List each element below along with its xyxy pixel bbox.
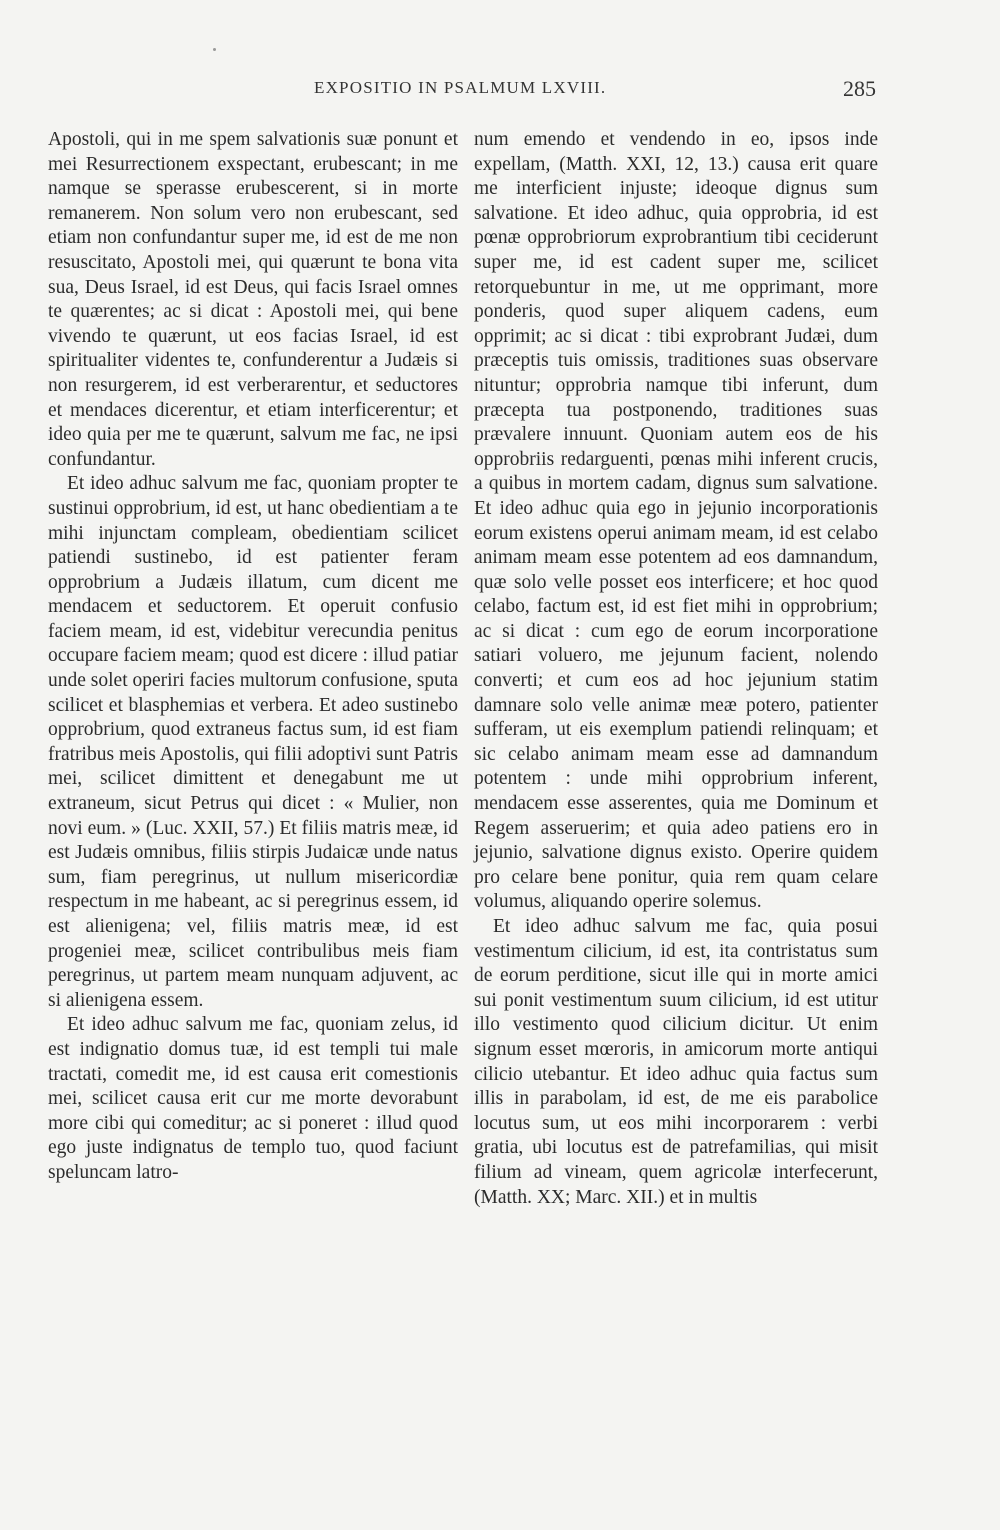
print-speck (213, 48, 216, 51)
right-column (474, 128, 878, 1210)
left-column (48, 128, 458, 1186)
left-paragraph-3: Et ideo adhuc salvum me fac, quoniam zelus, id est indignatio domus tuæ, id est templi tui male tractati, comedit me, id est causa erit comestionis mei, scilicet causa erit cur me morte devorabunt more cibi qui comeditur; ac si poneret : illud quod ego juste indignatus de templo tuo, quod faciunt speluncam latro- (48, 1014, 458, 1183)
left-paragraph-2: Et ideo adhuc salvum me fac, quoniam propter te sustinui opprobrium, id est, ut hanc obedientiam a te mihi injunctam compleam, obedientiam scilicet patiendi sustinebo, id est patienter feram opprobrium a Judæis illatum, cum dicent me mendacem et seductorem. Et operuit confusio faciem meam, id est, videbitur verecundia penitus occupare faciem meam; quod est dicere : illud patiar unde solet operiri facies multorum confusione, sputa scilicet et blasphemias et verbera. Et adeo sustinebo opprobrium, quod extraneus factus sum, id est fiam fratribus meis Apostolis, qui filii adoptivi sunt Patris mei, scilicet dimittent et denegabunt me ut extraneum, sicut Petrus qui dicet : « Mulier, non novi eum. » (Luc. XXII, 57.) Et filiis matris meæ, id est Judæis omnibus, filiis stirpis Judaicæ unde natus sum, fiam peregrinus, ut nullum misericordiæ respectum in me habeant, ac si peregrinus essem, id est alienigena; vel, filiis matris meæ, id est progeniei meæ, scilicet contribulibus meis fiam peregrinus, ut partem meam nunquam adjuvent, ac si alienigena essem. (48, 473, 458, 1011)
page-header (48, 78, 876, 106)
page-number: 285 (843, 76, 876, 101)
left-paragraph-1: Apostoli, qui in me spem salvationis suæ ponunt et mei Resurrectionem exspectant, erubescant; in me namque se sperasse erubescerent, si in morte remanerem. Non solum vero non erubescant, sed etiam non confundantur super me, id est de me non resuscitato, Apostoli mei, qui quærunt te bona vita sua, Deus Israel, id est Deus, qui facis Israel omnes te quærentes; ac si dicat : Apostoli mei, qui bene vivendo te quærunt, ut eos facias Israel, id est spiritualiter videntes te, confunderentur a Judæis si non resurgerem, id est verberarentur, et seductores et mendaces dicerentur, et etiam interficerentur; et ideo quia per me te quærunt, salvum me fac, ne ipsi confundantur. (48, 129, 458, 470)
right-paragraph-1: num emendo et vendendo in eo, ipsos inde expellam, (Matth. XXI, 12, 13.) causa erit quare me interficient injuste; ideoque dignus sum salvatione. Et ideo adhuc, quia opprobria, id est pœnæ opprobriorum exprobrantium tibi ceciderunt super me, id est cadent super me, scilicet retorquebuntur in me, ut me opprimant, more ponderis, quod super aliquem cadens, eum opprimit; ac si dicat : tibi exprobrant Judæi, dum præceptis tuis omissis, traditiones suas observare nituntur; opprobria namque tibi inferunt, dum præcepta tua postponendo, traditiones suas prævalere innuunt. Quoniam autem eos de his opprobriis redarguenti, pœnas mihi inferent crucis, a quibus in mortem cadam, dignus sum salvatione. Et ideo adhuc quia ego in jejunio incorporationis eorum existens operui animam meam, id est celabo animam meam esse potentem ad eos damnandum, quæ solo velle posset eos interficere; et hoc quod celabo, factum est, id est fiet mihi in opprobrium; ac si dicat : cum ego de eorum incorporatione satiari voluero, me jejunum facient, nolendo converti; et cum eos ad hoc jejunium statim damnare solo velle animæ meæ potero, patienter sufferam, ut eis exemplum patiendi relinquam; et sic celabo animam meam esse ad damnandum potentem : unde mihi opprobrium inferent, mendacem esse asserentes, quia me Dominum et Regem asseruerim; et quia adeo patiens ero in jejunio, salvatione dignus existo. Operire quidem pro celare bene ponitur, quia rem quam celare volumus, aliquando operire solemus. (474, 129, 878, 913)
running-title: EXPOSITIO IN PSALMUM LXVIII. (314, 78, 607, 97)
right-paragraph-2: Et ideo adhuc salvum me fac, quia posui vestimentum cilicium, id est, ita contristatus sum de eorum perditione, sicut ille qui in morte amici sui ponit vestimentum suum cilicium, id est utitur illo vestimento quod cilicium dicitur. Ut enim signum esset mœroris, in amicorum morte antiqui cilicio utebantur. Et ideo adhuc quia factus sum illis in parabolam, id est, de me eis parabolice locutus sum, ut eos mihi incorporarem : verbi gratia, ubi locutus est de patrefamilias, qui misit filium ad vineam, quem agricolæ interfecerunt, (Matth. XX; Marc. XII.) et in multis (474, 916, 878, 1208)
